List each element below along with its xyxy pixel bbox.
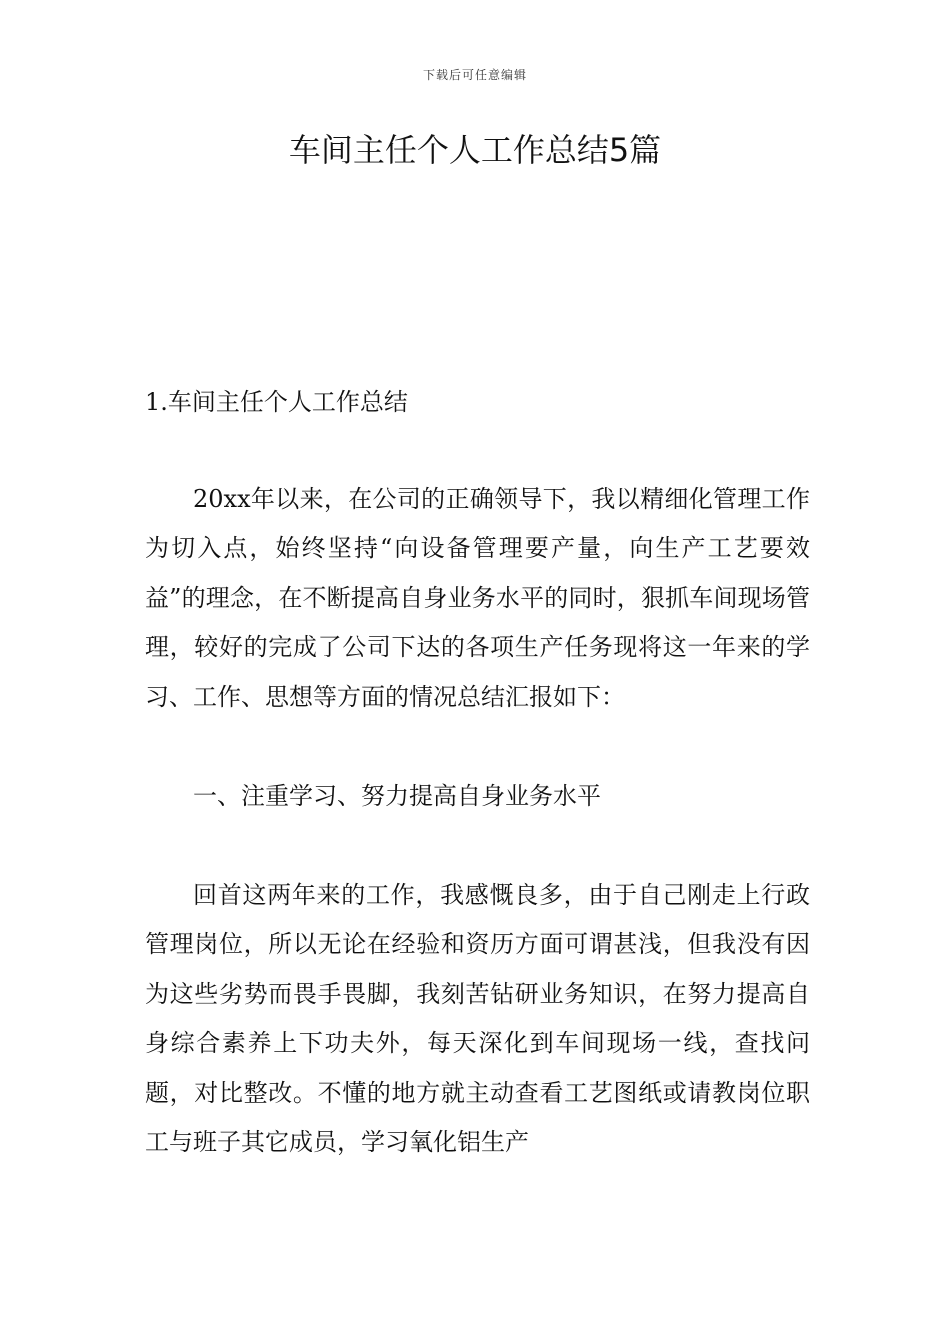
- section-heading: 1.车间主任个人工作总结: [145, 388, 408, 416]
- document-body: [145, 378, 810, 1168]
- paragraph-intro: 20xx年以来，在公司的正确领导下，我以精细化管理工作为切入点，始终坚持“向设备管理要产量，向生产工艺要效益”的理念，在不断提高自身业务水平的同时，狠抓车间现场管理，较好的完成了公司下达的各项生产任务现将这一年来的学习、工作、思想等方面的情况总结汇报如下：: [145, 484, 810, 711]
- sub-heading: 一、注重学习、努力提高自身业务水平: [193, 781, 601, 810]
- document-title: 车间主任个人工作总结5篇: [288, 131, 662, 169]
- paragraph-body: 回首这两年来的工作，我感慨良多，由于自己刚走上行政管理岗位，所以无论在经验和资历方面可谓甚浅，但我没有因为这些劣势而畏手畏脚，我刻苦钻研业务知识，在努力提高自身综合素养上下功夫外，每天深化到车间现场一线，查找问题，对比整改。不懂的地方就主动查看工艺图纸或请教岗位职工与班子其它成员，学习氧化铝生产: [145, 880, 810, 1156]
- header-note: 下载后可任意编辑: [422, 68, 527, 82]
